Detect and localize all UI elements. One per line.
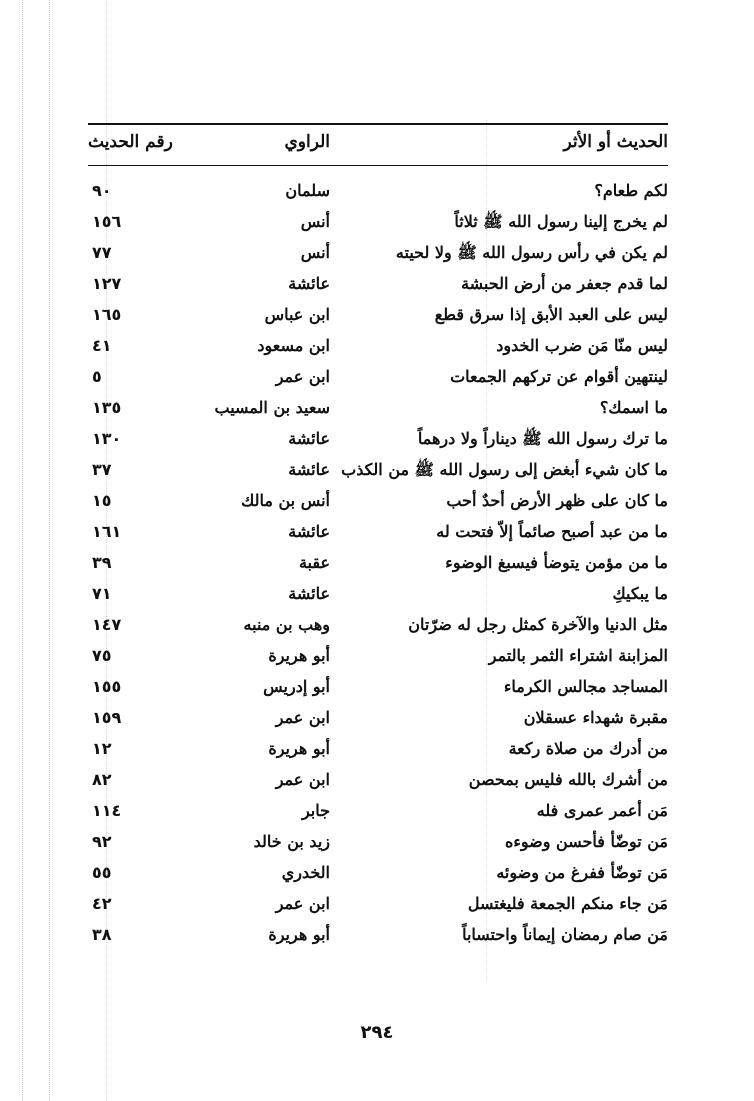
narrator: ابن عمر (275, 367, 330, 386)
hadith-number: ١٥٦ (92, 212, 122, 231)
hadith-number: ٣٨ (92, 925, 112, 944)
hadith-text: مقبرة شهداء عسقلان (523, 708, 668, 727)
table-row (88, 705, 668, 736)
hadith-text: لم يكن في رأس رسول الله ﷺ ولا لحيته (395, 243, 668, 262)
table-row (88, 798, 668, 829)
table-row (88, 178, 668, 209)
hadith-text: مَن أعمر عمرى فله (536, 801, 668, 820)
table-row (88, 488, 668, 519)
narrator: أنس (300, 243, 330, 262)
table-row (88, 736, 668, 767)
narrator: الخدري (281, 863, 330, 882)
narrator: أنس بن مالك (241, 491, 330, 510)
table-row (88, 457, 668, 488)
hadith-text: لكم طعام؟ (594, 181, 668, 200)
table-row (88, 426, 668, 457)
table-row (88, 674, 668, 705)
narrator: ابن عمر (275, 770, 330, 789)
hadith-text: ليس منّا مَن ضرب الخدود (496, 336, 668, 355)
table-row (88, 333, 668, 364)
hadith-number: ٧١ (92, 584, 112, 603)
hadith-text: لينتهين أقوام عن تركهم الجمعات (450, 367, 668, 386)
hadith-text: ما كان على ظهر الأرض أحدٌ أحب (446, 491, 668, 510)
hadith-text: المزابنة اشتراء الثمر بالتمر (488, 646, 668, 665)
narrator: أبو هريرة (268, 646, 330, 665)
table-row (88, 891, 668, 922)
table-row (88, 302, 668, 333)
hadith-number: ١٦٥ (92, 305, 122, 324)
hadith-number: ٤٢ (92, 894, 112, 913)
header-hadith-number: رقم الحديث (88, 132, 173, 152)
hadith-number: ١٥ (92, 491, 112, 510)
scan-artifact (22, 0, 23, 1101)
hadith-text: مَن توضّأ فأحسن وضوءه (505, 832, 668, 851)
table-header (88, 123, 668, 166)
narrator: ابن عمر (275, 708, 330, 727)
page-number: ٢٩٤ (360, 1022, 394, 1043)
hadith-number: ١٥٩ (92, 708, 122, 727)
hadith-number: ١٢ (92, 739, 112, 758)
hadith-number: ١٣٠ (92, 429, 122, 448)
hadith-text: ما من مؤمن يتوضأ فيسبغ الوضوء (445, 553, 668, 572)
table-row (88, 922, 668, 953)
narrator: عائشة (288, 429, 330, 448)
hadith-text: ما ترك رسول الله ﷺ ديناراً ولا درهماً (417, 429, 668, 448)
narrator: عائشة (288, 460, 330, 479)
hadith-number: ١٥٥ (92, 677, 122, 696)
table-row (88, 581, 668, 612)
header-hadith-text: الحديث أو الأثر (563, 132, 668, 152)
hadith-text: مثل الدنيا والآخرة كمثل رجل له ضرّتان (408, 615, 668, 634)
hadith-number: ٣٧ (92, 460, 112, 479)
table-row (88, 612, 668, 643)
hadith-text: لما قدم جعفر من أرض الحبشة (461, 274, 668, 293)
table-row (88, 240, 668, 271)
table-row (88, 643, 668, 674)
hadith-number: ١٢٧ (92, 274, 122, 293)
hadith-text: مَن جاء منكم الجمعة فليغتسل (467, 894, 668, 913)
table-row (88, 209, 668, 240)
hadith-number: ٥٥ (92, 863, 112, 882)
table-row (88, 271, 668, 302)
narrator: أبو هريرة (268, 739, 330, 758)
hadith-text: ما اسمك؟ (599, 398, 668, 417)
hadith-text: من أدرك من صلاة ركعة (508, 739, 668, 758)
hadith-text: المساجد مجالس الكرماء (503, 677, 668, 696)
hadith-text: ما من عبد أصبح صائماً إلاّ فتحت له (436, 522, 668, 541)
hadith-number: ١٣٥ (92, 398, 122, 417)
hadith-number: ٧٧ (92, 243, 112, 262)
hadith-number: ٩٠ (92, 181, 112, 200)
table-row (88, 364, 668, 395)
narrator: ابن عباس (264, 305, 330, 324)
scan-artifact (49, 0, 50, 1101)
hadith-text: مَن توضّأ ففرغ من وضوئه (496, 863, 668, 882)
narrator: عائشة (288, 274, 330, 293)
hadith-number: ٥ (92, 367, 102, 386)
table-row (88, 519, 668, 550)
header-narrator: الراوي (284, 132, 330, 152)
narrator: أبو إدريس (263, 677, 330, 696)
hadith-text: ما كان شيء أبغض إلى رسول الله ﷺ من الكذب (341, 460, 668, 479)
hadith-text: مَن صام رمضان إيماناً واحتساباً (462, 925, 668, 944)
narrator: ابن عمر (275, 894, 330, 913)
hadith-number: ٣٩ (92, 553, 112, 572)
hadith-number: ٨٢ (92, 770, 112, 789)
narrator: جابر (301, 801, 330, 820)
hadith-number: ١٤٧ (92, 615, 122, 634)
narrator: عائشة (288, 584, 330, 603)
hadith-text: لم يخرج إلينا رسول الله ﷺ ثلاثاً (454, 212, 668, 231)
narrator: عقبة (298, 553, 330, 572)
narrator: وهب بن منبه (243, 615, 330, 634)
hadith-number: ٤١ (92, 336, 112, 355)
hadith-text: من أشرك بالله فليس بمحصن (468, 770, 668, 789)
hadith-number: ١١٤ (92, 801, 122, 820)
hadith-number: ٧٥ (92, 646, 112, 665)
narrator: أبو هريرة (268, 925, 330, 944)
table-row (88, 829, 668, 860)
table-row (88, 550, 668, 581)
narrator: زيد بن خالد (253, 832, 330, 851)
table-row (88, 395, 668, 426)
narrator: ابن مسعود (257, 336, 330, 355)
hadith-number: ١٦١ (92, 522, 122, 541)
narrator: عائشة (288, 522, 330, 541)
hadith-text: ليس على العبد الأبق إذا سرق قطع (434, 305, 668, 324)
narrator: سلمان (285, 181, 330, 200)
hadith-text: ما يبكيكِ (612, 584, 668, 603)
narrator: أنس (300, 212, 330, 231)
narrator: سعيد بن المسيب (214, 398, 330, 417)
table-row (88, 860, 668, 891)
table-row (88, 767, 668, 798)
index-table (88, 178, 668, 953)
hadith-number: ٩٢ (92, 832, 112, 851)
